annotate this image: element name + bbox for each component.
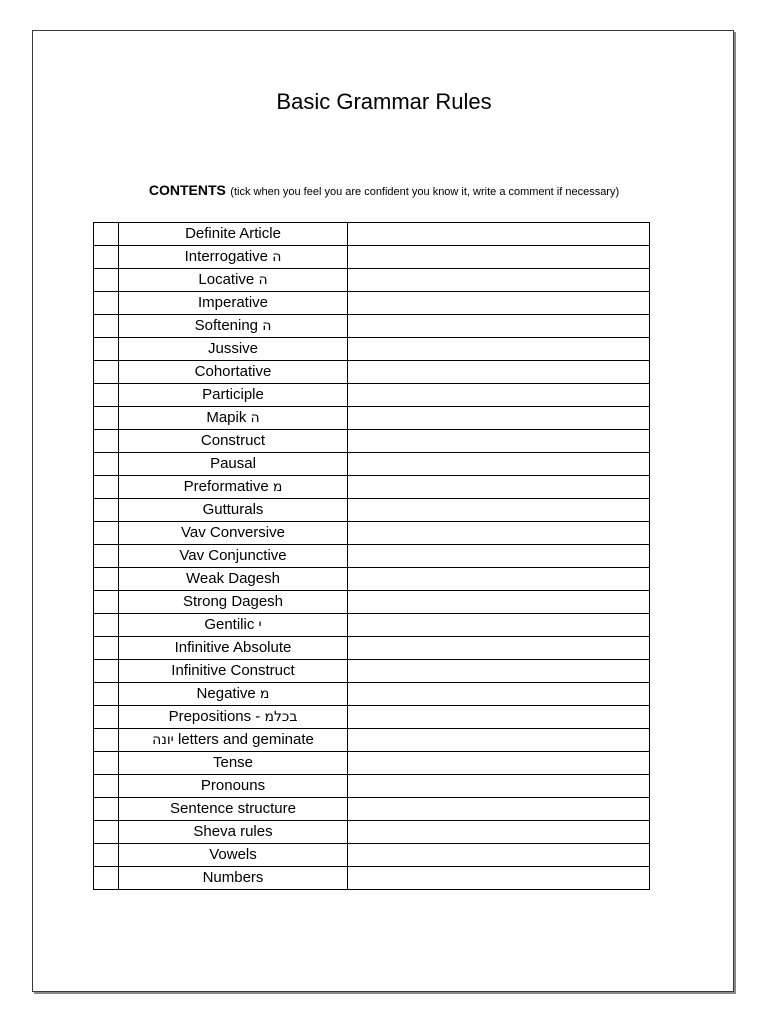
checklist-row (94, 660, 650, 683)
tick-cell[interactable] (94, 476, 119, 499)
tick-cell[interactable] (94, 315, 119, 338)
topic-cell (119, 660, 348, 683)
checklist-row (94, 821, 650, 844)
topic-hebrew-letter: ה (272, 249, 282, 265)
checklist-row (94, 476, 650, 499)
comment-cell[interactable] (348, 338, 650, 361)
topic-hebrew-letter: י (258, 617, 262, 633)
checklist-row (94, 407, 650, 430)
topic-label: Vav Conjunctive (179, 547, 287, 564)
tick-cell[interactable] (94, 338, 119, 361)
checklist-row (94, 568, 650, 591)
topic-hebrew-letter: ה (250, 410, 260, 426)
tick-cell[interactable] (94, 223, 119, 246)
comment-cell[interactable] (348, 844, 650, 867)
topic-label: Infinitive Construct (171, 662, 295, 679)
topic-label: Definite Article (185, 225, 281, 242)
topic-label: Infinitive Absolute (174, 639, 292, 656)
tick-cell[interactable] (94, 522, 119, 545)
topic-hebrew-letter: מ (272, 479, 283, 495)
tick-cell[interactable] (94, 844, 119, 867)
topic-label: Numbers (202, 869, 264, 886)
topic-label: Vav Conversive (181, 524, 285, 541)
comment-cell[interactable] (348, 775, 650, 798)
checklist-row (94, 844, 650, 867)
checklist-row (94, 361, 650, 384)
checklist-row (94, 775, 650, 798)
comment-cell[interactable] (348, 453, 650, 476)
checklist-row (94, 867, 650, 890)
comment-cell[interactable] (348, 246, 650, 269)
checklist-row (94, 269, 650, 292)
topic-cell (119, 407, 348, 430)
topic-cell (119, 775, 348, 798)
comment-cell[interactable] (348, 430, 650, 453)
comment-cell[interactable] (348, 476, 650, 499)
comment-cell[interactable] (348, 292, 650, 315)
topic-label: letters and geminate (173, 731, 314, 748)
topic-cell (119, 706, 348, 729)
checklist-row (94, 614, 650, 637)
checklist-row (94, 706, 650, 729)
topic-hebrew-letter: מ (259, 686, 270, 702)
topic-cell (119, 453, 348, 476)
topic-label: Strong Dagesh (182, 593, 284, 610)
tick-cell[interactable] (94, 430, 119, 453)
topic-label: Construct (200, 432, 266, 449)
topic-label: Preformative (183, 478, 273, 495)
comment-cell[interactable] (348, 821, 650, 844)
topic-label: Prepositions - (168, 708, 265, 725)
topic-label: Sentence structure (170, 800, 296, 817)
topic-cell (119, 246, 348, 269)
topic-cell (119, 223, 348, 246)
comment-cell[interactable] (348, 315, 650, 338)
comment-cell[interactable] (348, 660, 650, 683)
topic-cell (119, 476, 348, 499)
tick-cell[interactable] (94, 499, 119, 522)
tick-cell[interactable] (94, 292, 119, 315)
topic-cell (119, 867, 348, 890)
topic-cell (119, 499, 348, 522)
checklist-row (94, 223, 650, 246)
comment-cell[interactable] (348, 591, 650, 614)
comment-cell[interactable] (348, 223, 650, 246)
topic-label: Locative (198, 271, 259, 288)
comment-cell[interactable] (348, 637, 650, 660)
topic-hebrew-letter: בכלמ (264, 709, 298, 725)
tick-cell[interactable] (94, 752, 119, 775)
tick-cell[interactable] (94, 246, 119, 269)
topic-label: Softening (194, 317, 263, 334)
tick-cell[interactable] (94, 269, 119, 292)
tick-cell[interactable] (94, 660, 119, 683)
topic-label: Tense (212, 754, 254, 771)
topic-cell (119, 338, 348, 361)
checklist-row (94, 453, 650, 476)
comment-cell[interactable] (348, 545, 650, 568)
tick-cell[interactable] (94, 407, 119, 430)
checklist-row (94, 499, 650, 522)
topic-cell (119, 683, 348, 706)
comment-cell[interactable] (348, 798, 650, 821)
checklist-row (94, 729, 650, 752)
comment-cell[interactable] (348, 568, 650, 591)
tick-cell[interactable] (94, 545, 119, 568)
topic-cell (119, 798, 348, 821)
topic-label: Jussive (207, 340, 259, 357)
comment-cell[interactable] (348, 752, 650, 775)
checklist-row (94, 292, 650, 315)
topic-label: Sheva rules (193, 823, 273, 840)
topic-cell (119, 522, 348, 545)
checklist-row (94, 338, 650, 361)
checklist-row (94, 683, 650, 706)
comment-cell[interactable] (348, 361, 650, 384)
topic-cell (119, 821, 348, 844)
contents-label: CONTENTS (148, 182, 226, 198)
topic-label: Interrogative (184, 248, 273, 265)
topic-label: Weak Dagesh (186, 570, 280, 587)
topic-label: Gentilic (204, 616, 259, 633)
topic-hebrew-letter: ה (262, 318, 272, 334)
tick-cell[interactable] (94, 798, 119, 821)
topic-cell (119, 430, 348, 453)
comment-cell[interactable] (348, 614, 650, 637)
topic-cell (119, 384, 348, 407)
checklist-row (94, 522, 650, 545)
comment-cell[interactable] (348, 499, 650, 522)
topic-cell (119, 361, 348, 384)
topic-label: Vowels (209, 846, 257, 863)
topic-hebrew-prefix: יונה (152, 732, 174, 748)
checklist-row (94, 637, 650, 660)
topic-label: Mapik (206, 409, 251, 426)
tick-cell[interactable] (94, 867, 119, 890)
checklist-row (94, 430, 650, 453)
topic-cell (119, 752, 348, 775)
tick-cell[interactable] (94, 775, 119, 798)
tick-cell[interactable] (94, 384, 119, 407)
topic-cell (119, 729, 348, 752)
topic-label: Participle (202, 386, 264, 403)
topic-hebrew-letter: ה (258, 272, 268, 288)
contents-heading (0, 182, 768, 200)
topic-label: Pronouns (200, 777, 266, 794)
comment-cell[interactable] (348, 706, 650, 729)
checklist-row (94, 798, 650, 821)
topic-cell (119, 844, 348, 867)
comment-cell[interactable] (348, 384, 650, 407)
comment-cell[interactable] (348, 522, 650, 545)
topic-label: Imperative (197, 294, 269, 311)
topic-cell (119, 568, 348, 591)
comment-cell[interactable] (348, 683, 650, 706)
topic-label: Gutturals (202, 501, 264, 518)
comment-cell[interactable] (348, 407, 650, 430)
topic-cell (119, 637, 348, 660)
contents-instructions: (tick when you feel you are confident you know it, write a comment if necessary) (230, 186, 620, 198)
topic-cell (119, 315, 348, 338)
tick-cell[interactable] (94, 683, 119, 706)
topic-cell (119, 545, 348, 568)
topic-label: Cohortative (194, 363, 272, 380)
checklist-row (94, 752, 650, 775)
topic-label: Negative (196, 685, 260, 702)
topic-cell (119, 292, 348, 315)
checklist-row (94, 384, 650, 407)
checklist-row (94, 246, 650, 269)
tick-cell[interactable] (94, 637, 119, 660)
tick-cell[interactable] (94, 591, 119, 614)
checklist-row (94, 545, 650, 568)
tick-cell[interactable] (94, 361, 119, 384)
tick-cell[interactable] (94, 453, 119, 476)
tick-cell[interactable] (94, 706, 119, 729)
comment-cell[interactable] (348, 269, 650, 292)
grammar-checklist-table (93, 222, 650, 890)
comment-cell[interactable] (348, 729, 650, 752)
checklist-body (94, 223, 650, 890)
document-title: Basic Grammar Rules (276, 89, 492, 114)
tick-cell[interactable] (94, 568, 119, 591)
tick-cell[interactable] (94, 614, 119, 637)
topic-cell (119, 591, 348, 614)
topic-cell (119, 269, 348, 292)
checklist-row (94, 591, 650, 614)
topic-cell (119, 614, 348, 637)
tick-cell[interactable] (94, 821, 119, 844)
topic-label: Pausal (210, 455, 256, 472)
checklist-row (94, 315, 650, 338)
comment-cell[interactable] (348, 867, 650, 890)
tick-cell[interactable] (94, 729, 119, 752)
